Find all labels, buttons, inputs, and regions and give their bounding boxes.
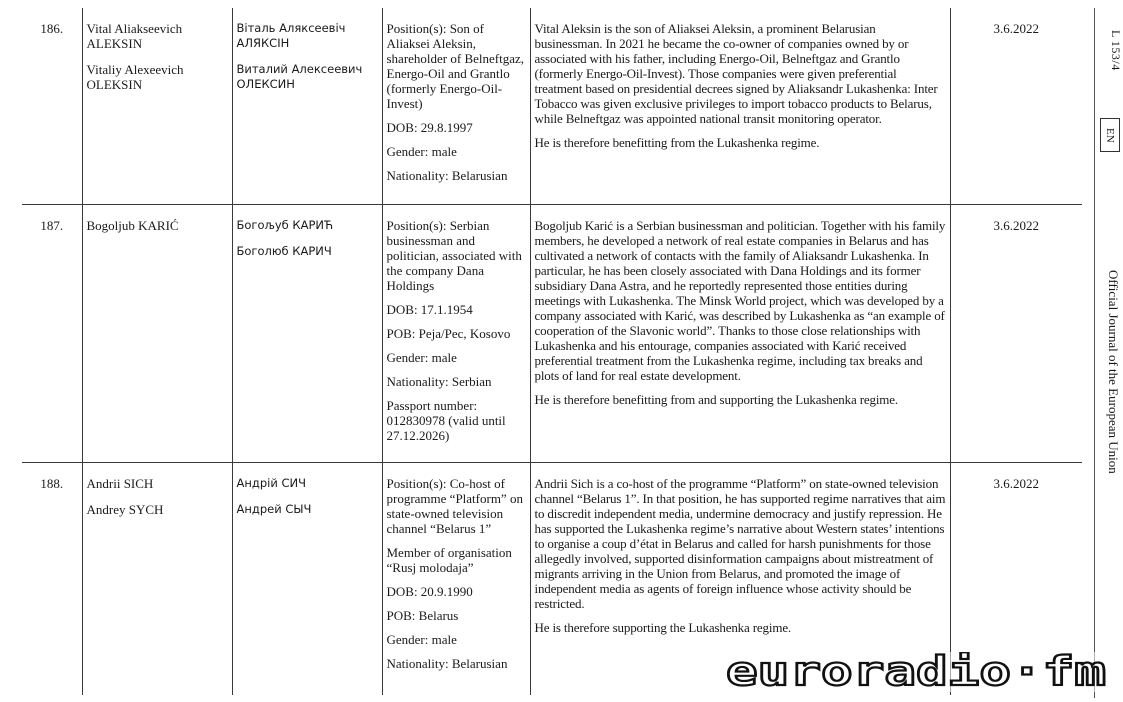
info-line: Position(s): Son of Aliaksei Aleksin, shareholder of Belneftgaz, Energo-Oil and Grantlo (formerly Energo-Oil-Invest)	[386, 21, 525, 111]
identifying-info	[382, 204, 530, 462]
cyrillic-name: Віталь Аляксеевіч АЛЯКСІН	[236, 21, 346, 50]
latin-names	[82, 204, 232, 462]
identifying-info	[382, 8, 530, 204]
identifying-info	[382, 462, 530, 695]
journal-title: Official Journal of the European Union	[1106, 270, 1121, 474]
listing-date: 3.6.2022	[950, 462, 1082, 695]
reason-paragraph: Andrii Sich is a co-host of the programme “Platform” on state-owned television channel “Belarus 1”. In that position, he has supported regime narratives that aim to discredit independent media, undermine democracy and justify repression. He has supported the Lukashenka regime’s narrative about Western states’ intentions to organise a coup d’état in Belarus and called for harsh punishments for those allegedly involved, supported disinformation campaigns about mistreatment of migrants arriving in the Union from Belarus, and promoted the image of independent media as agents of foreign influence whose activity should be restricted.	[534, 475, 946, 611]
cyrillic-name: Андрей СЫЧ	[236, 501, 312, 516]
info-line: Gender: male	[386, 349, 457, 365]
language-badge	[1100, 118, 1120, 152]
reason-paragraph: He is therefore supporting the Lukashenka regime.	[534, 619, 792, 635]
cyrillic-names	[232, 8, 382, 204]
info-line: Passport number: 012830978 (valid until 27.12.2026)	[386, 397, 506, 443]
cyrillic-name: Боголюб КАРИЧ	[236, 243, 332, 258]
table-row	[22, 8, 1082, 204]
latin-names	[82, 8, 232, 204]
cyrillic-names	[232, 462, 382, 695]
cyrillic-name: Богољуб КАРИЋ	[236, 217, 334, 232]
info-line: Position(s): Co-host of programme “Platform” on state-owned television channel “Belarus 1”	[386, 475, 523, 536]
euroradio-watermark	[724, 652, 1109, 692]
reasons	[530, 8, 950, 204]
info-line: POB: Belarus	[386, 607, 459, 623]
reason-paragraph: Bogoljub Karić is a Serbian businessman and politician. Together with his family members, he developed a network of real estate companies in Belarus and has cultivated a network of contacts with the family of Aliaksandr Lukashenka. In particular, he has been closely associated with Dana Holdings and its former subsidiary Dana Astra, and he reportedly represented those entities during meetings with Lukashenka. The Minsk World project, which was developed by a company associated with Karić, was described by Lukashenka as “an example of cooperation of the Slavonic world”. Thanks to those close relationships with Lukashenka and his entourage, companies associated with Karić received preferential treatment from the Lukashenka regime, including tax breaks and plots of land for real estate development.	[534, 217, 946, 383]
reasons	[530, 204, 950, 462]
cyrillic-names	[232, 204, 382, 462]
reason-paragraph: He is therefore benefitting from and supporting the Lukashenka regime.	[534, 391, 898, 407]
info-line: Gender: male	[386, 144, 457, 159]
latin-names	[82, 462, 232, 695]
info-line: Member of organisation “Rusj molodaja”	[386, 544, 512, 575]
info-line: Gender: male	[386, 631, 457, 647]
reason-paragraph: He is therefore benefitting from the Lukashenka regime.	[534, 135, 820, 150]
reason-paragraph: Vital Aleksin is the son of Aliaksei Aleksin, a prominent Belarusian businessman. In 2021 he became the co-owner of companies owned by or associated with his father, including Energo-Oil, Belneftgaz and Grantlo (formerly Energo-Oil-Invest). Those companies were given preferential treatment based on presidential decrees signed by Aliaksandr Lukashenka: Inter Tobacco was given exclusive privileges to import tobacco products to Belarus, while Belneftgaz was appointed national transit monitoring operator.	[534, 21, 938, 126]
latin-name: Vitaliy Alexeevich OLEKSIN	[86, 62, 184, 92]
entry-number: 188.	[22, 462, 82, 695]
watermark-text: euroradio·fm	[726, 652, 1106, 692]
info-line: POB: Peja/Pec, Kosovo	[386, 325, 511, 341]
latin-name: Andrii SICH	[86, 475, 154, 491]
euroradio-logo	[724, 652, 1109, 692]
latin-name: Vital Aliakseevich ALEKSIN	[86, 21, 183, 51]
cyrillic-name: Андрій СИЧ	[236, 475, 306, 490]
page-code: L 153/4	[1109, 30, 1123, 71]
info-line: Nationality: Serbian	[386, 373, 492, 389]
latin-name: Andrey SYCH	[86, 501, 164, 517]
listing-date: 3.6.2022	[950, 8, 1082, 204]
info-line: DOB: 20.9.1990	[386, 583, 473, 599]
entry-number: 186.	[22, 8, 82, 204]
sanctions-table	[22, 8, 1082, 695]
info-line: DOB: 17.1.1954	[386, 301, 473, 317]
info-line: Nationality: Belarusian	[386, 168, 508, 183]
language-code: EN	[1104, 127, 1116, 143]
listing-date: 3.6.2022	[950, 204, 1082, 462]
latin-name: Bogoljub KARIĆ	[86, 217, 179, 233]
info-line: Nationality: Belarusian	[386, 655, 508, 671]
entry-number: 187.	[22, 204, 82, 462]
info-line: Position(s): Serbian businessman and politician, associated with the company Dana Holdings	[386, 217, 522, 293]
cyrillic-name: Виталий Алексеевич ОЛЕКСИН	[236, 62, 363, 91]
table-row	[22, 204, 1082, 462]
info-line: DOB: 29.8.1997	[386, 120, 473, 135]
